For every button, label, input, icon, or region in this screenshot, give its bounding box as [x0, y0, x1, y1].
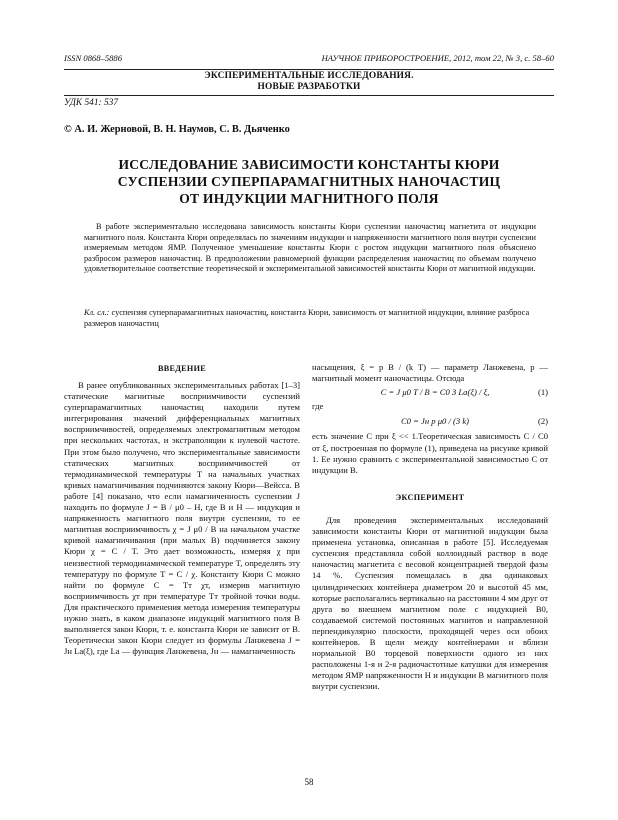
author-names: А. И. Жерновой, В. Н. Наумов, С. В. Дьяченко — [74, 124, 290, 135]
paper-title-line2: СУСПЕНЗИИ СУПЕРПАРАМАГНИТНЫХ НАНОЧАСТИЦ — [117, 174, 501, 189]
right-column — [312, 362, 548, 692]
equation-2-number: (2) — [537, 416, 548, 427]
equation-2 — [312, 416, 548, 427]
copyright-symbol: © — [64, 124, 72, 135]
experiment-heading: ЭКСПЕРИМЕНТ — [395, 492, 465, 502]
left-column — [64, 380, 300, 657]
section-rule-top — [64, 69, 554, 70]
experiment-paragraph: Для проведения экспериментальных исследований зависимости константы Кюри от магнитной индукции была применена установка, описанная в работе [5]. Исследуемая суспензия представляла собой коллоидный раствор в воде наночастиц магнетита с весовой концентрацией твердой фазы 14 %. Суспензия помещалась в два одинаковых цилиндрических контейнера диаметром 20 и высотой 45 мм, которые располагались вертикально на расстоянии 4 мм друг от друга во внешнем магнитном поле с индукцией B0, создаваемой системой постоянных магнитов и направленной перпендикулярно плоскости, проходящей через оси обоих контейнеров. В щели между контейнерами и вблизи нормальной B0 торцевой поверхности одного из них расположены 1-я и 2-я радиочастотные катушки для измерения методом ЯМР напряженности H и индукции B магнитного поля внутри суспензии. — [312, 514, 548, 692]
paragraph-theory: есть значение C при ξ << 1.Теоретическая зависимость C / C0 от ξ, построенная по формуле (1), приведена на рисунке кривой 1. Ее нужно сравнить с экспериментальной зависимостью C от индукции B. — [312, 431, 548, 475]
paper-title — [70, 156, 548, 207]
paragraph-saturation: насыщения, ξ = p B / (k T) — параметр Ланжевена, p — магнитный момент наночастицы. Отсюда — [312, 362, 548, 384]
section-title-line2: НОВЫЕ РАЗРАБОТКИ — [257, 82, 361, 92]
abstract: В работе экспериментально исследована зависимость константы Кюри суспензии наночастиц магнетита от индукции магнитного поля. Константа Кюри определялась по значениям индукции и напряженности магнитного поля внутри суспензии измеряемым методом ЯМР. Полученное уменьшение константы Кюри с ростом индукции магнитного поля объяснено разбросом размеров наночастиц. В предположении равномерной функции распределения наночастиц по объемам получено удовлетворительное соответствие теоретической и экспериментальной зависимостей константы Кюри от магнитной индукции. — [84, 222, 536, 274]
issn: ISSN 0868–5886 — [64, 53, 123, 63]
equation-1-number: (1) — [537, 387, 548, 398]
section-title-line1: ЭКСПЕРИМЕНТАЛЬНЫЕ ИССЛЕДОВАНИЯ. — [204, 71, 414, 81]
page-number: 58 — [304, 777, 314, 787]
keywords — [84, 308, 536, 329]
keywords-label: Кл. сл.: — [84, 308, 110, 317]
paper-title-line3: ОТ ИНДУКЦИИ МАГНИТНОГО ПОЛЯ — [179, 191, 439, 206]
equation-2-body: C0 = Jн p μ0 / (3 k) — [400, 416, 470, 427]
keywords-text: суспензия суперпарамагнитных наночастиц, константа Кюри, зависимость от магнитной индукции, влияние разброса размеров наночастиц — [84, 308, 530, 328]
where-label: где — [312, 401, 324, 412]
equation-1 — [312, 387, 548, 398]
section-rule-bottom — [64, 95, 554, 96]
paper-title-line1: ИССЛЕДОВАНИЕ ЗАВИСИМОСТИ КОНСТАНТЫ КЮРИ — [118, 157, 500, 172]
intro-heading: ВВЕДЕНИЕ — [157, 364, 207, 373]
authors — [64, 124, 290, 135]
udk-code: УДК 541: 537 — [64, 98, 119, 108]
intro-paragraph: В ранее опубликованных экспериментальных работах [1–3] статические магнитные восприимчивости суспензий суперпарамагнитных наночастиц находили путем интегрирования значений дифференциальных магнитных восприимчивостей, определяемых электромагнитным методом при нескольких частотах, и экстраполяции к нулевой частоте. При этом было получено, что экспериментальные зависимости статических магнитных восприимчивостей от термодинамической температуры T на начальных участках кривых намагничивания подчиняются закону Кюри—Вейсса. В работе [4] показано, что если намагниченность суспензии J находить по формуле J = B / μ0 – H, где B и H — индукция и напряженность магнитного поля внутри суспензии, то ее магнитная восприимчивость χ = J μ0 / B на начальном участке кривой намагничивания (при малых B) подчиняется закону Кюри χ = C / T. Это дает возможность, измеряя χ при неизвестной термодинамической температуре T, определять эту температуру по формуле T = C / χ. Константу Кюри C можно найти по формуле C = Tт χт, измерив магнитную восприимчивость χт при температуре Tт тройной точки воды. Для практического применения метода измерения температуры нужно знать, в каком диапазоне индукций магнитного поля B выполняется закон Кюри, т. е. константа Кюри не зависит от B. Теоретически закон Кюри следует из формулы Ланжевена J = Jн La(ξ), где La — функция Ланжевена, Jн — намагниченность — [64, 380, 300, 657]
section-title — [64, 71, 554, 93]
equation-1-body: C = J μ0 T / B = C0 3 La(ξ) / ξ, — [380, 387, 490, 398]
journal-citation: НАУЧНОЕ ПРИБОРОСТРОЕНИЕ, 2012, том 22, № 3, с. 58–60 — [321, 53, 554, 63]
